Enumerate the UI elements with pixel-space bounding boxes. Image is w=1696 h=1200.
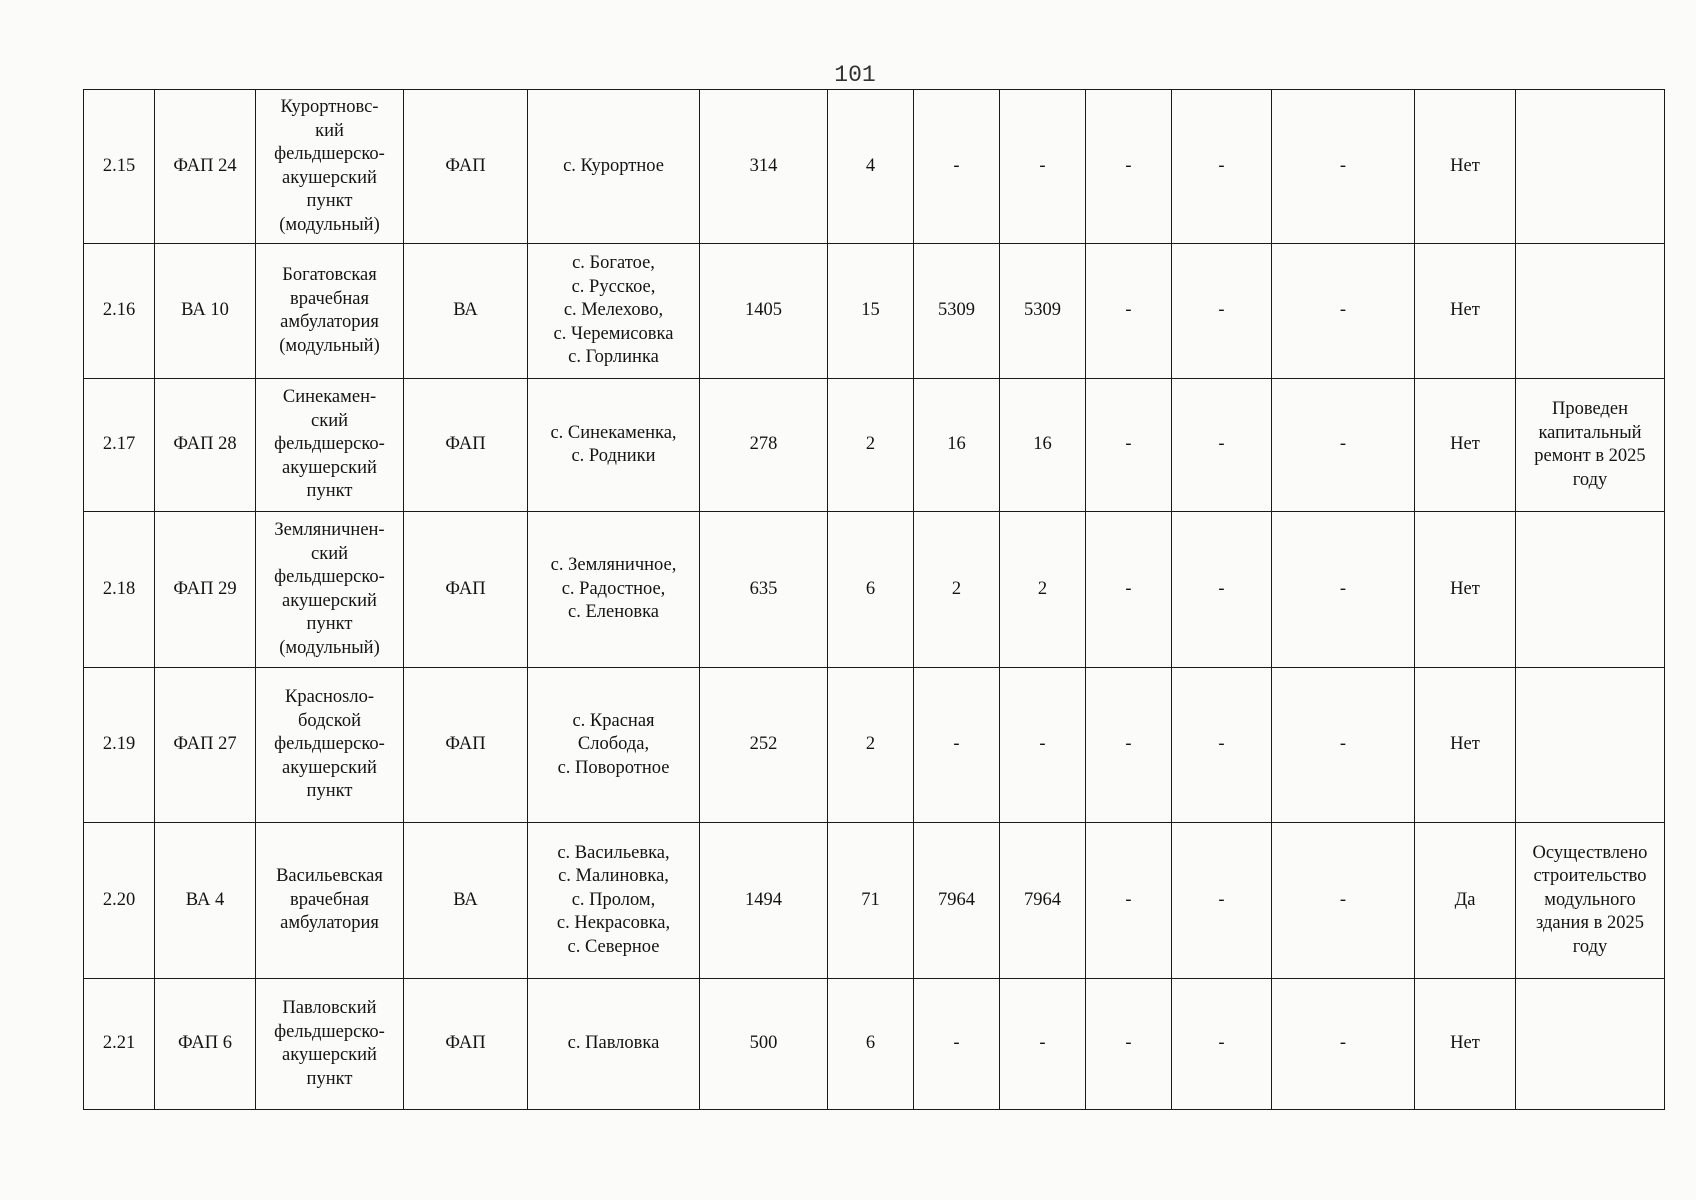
settlements-cell: с. Павловка (528, 979, 700, 1110)
value-cell-12: - (1272, 823, 1415, 979)
settlements-cell: с. Синекаменка, с. Родники (528, 379, 700, 512)
value-cell-7: 4 (828, 90, 914, 244)
note-cell (1516, 512, 1665, 668)
facility-type-cell: ФАП (404, 90, 528, 244)
table-row (84, 668, 1665, 823)
value-cell-7: 15 (828, 244, 914, 379)
facility-name-cell: Курортновс- кий фельдшерско- акушерский пункт (модульный) (256, 90, 404, 244)
value-cell-8: 16 (914, 379, 1000, 512)
value-cell-8: 2 (914, 512, 1000, 668)
facility-code-cell: ФАП 28 (155, 379, 256, 512)
note-cell: Осуществлено строительство модульного здания в 2025 году (1516, 823, 1665, 979)
note-cell (1516, 668, 1665, 823)
value-cell-10: - (1086, 90, 1172, 244)
row-number-cell: 2.15 (84, 90, 155, 244)
facility-code-cell: ФАП 6 (155, 979, 256, 1110)
value-cell-11: - (1172, 512, 1272, 668)
value-cell-12: - (1272, 90, 1415, 244)
row-number-cell: 2.18 (84, 512, 155, 668)
value-cell-8: 5309 (914, 244, 1000, 379)
value-cell-11: - (1172, 979, 1272, 1110)
value-cell-6: 278 (700, 379, 828, 512)
facility-type-cell: ФАП (404, 979, 528, 1110)
row-number-cell: 2.19 (84, 668, 155, 823)
value-cell-6: 314 (700, 90, 828, 244)
facilities-table (83, 89, 1665, 1110)
page-number: 101 (834, 62, 876, 88)
facility-code-cell: ФАП 27 (155, 668, 256, 823)
value-cell-12: - (1272, 979, 1415, 1110)
value-cell-6: 1405 (700, 244, 828, 379)
table-row (84, 512, 1665, 668)
note-cell (1516, 90, 1665, 244)
settlements-cell: с. Красная Слобода, с. Поворотное (528, 668, 700, 823)
value-cell-10: - (1086, 244, 1172, 379)
status-cell: Нет (1415, 668, 1516, 823)
value-cell-8: - (914, 668, 1000, 823)
value-cell-7: 6 (828, 979, 914, 1110)
value-cell-7: 6 (828, 512, 914, 668)
value-cell-10: - (1086, 512, 1172, 668)
value-cell-8: - (914, 90, 1000, 244)
facility-name-cell: Краснosло- бодской фельдшерско- акушерский пункт (256, 668, 404, 823)
facility-name-cell: Земляничнен- ский фельдшерско- акушерский пункт (модульный) (256, 512, 404, 668)
value-cell-7: 2 (828, 379, 914, 512)
value-cell-11: - (1172, 823, 1272, 979)
settlements-cell: с. Богатое, с. Русское, с. Мелехово, с. Черемисовка с. Горлинка (528, 244, 700, 379)
value-cell-12: - (1272, 512, 1415, 668)
note-cell (1516, 979, 1665, 1110)
value-cell-9: 7964 (1000, 823, 1086, 979)
status-cell: Нет (1415, 90, 1516, 244)
status-cell: Нет (1415, 379, 1516, 512)
status-cell: Нет (1415, 244, 1516, 379)
settlements-cell: с. Земляничное, с. Радостное, с. Еленовка (528, 512, 700, 668)
value-cell-12: - (1272, 379, 1415, 512)
value-cell-10: - (1086, 979, 1172, 1110)
value-cell-7: 71 (828, 823, 914, 979)
value-cell-12: - (1272, 244, 1415, 379)
row-number-cell: 2.20 (84, 823, 155, 979)
value-cell-12: - (1272, 668, 1415, 823)
value-cell-10: - (1086, 823, 1172, 979)
facility-type-cell: ФАП (404, 668, 528, 823)
settlements-cell: с. Курортное (528, 90, 700, 244)
table-row (84, 90, 1665, 244)
value-cell-9: - (1000, 90, 1086, 244)
facility-type-cell: ВА (404, 244, 528, 379)
row-number-cell: 2.16 (84, 244, 155, 379)
facility-code-cell: ФАП 29 (155, 512, 256, 668)
facility-type-cell: ФАП (404, 379, 528, 512)
facility-code-cell: ФАП 24 (155, 90, 256, 244)
note-cell: Проведен капитальный ремонт в 2025 году (1516, 379, 1665, 512)
value-cell-10: - (1086, 379, 1172, 512)
settlements-cell: с. Васильевка, с. Малиновка, с. Пролом, с. Некрасовка, с. Северное (528, 823, 700, 979)
value-cell-11: - (1172, 90, 1272, 244)
value-cell-7: 2 (828, 668, 914, 823)
facility-code-cell: ВА 10 (155, 244, 256, 379)
value-cell-9: 16 (1000, 379, 1086, 512)
value-cell-6: 500 (700, 979, 828, 1110)
table-row (84, 979, 1665, 1110)
value-cell-6: 1494 (700, 823, 828, 979)
status-cell: Да (1415, 823, 1516, 979)
facility-name-cell: Васильевская врачебная амбулатория (256, 823, 404, 979)
facility-name-cell: Павловский фельдшерско- акушерский пункт (256, 979, 404, 1110)
facility-name-cell: Богатовская врачебная амбулатория (модульный) (256, 244, 404, 379)
value-cell-11: - (1172, 244, 1272, 379)
value-cell-9: - (1000, 668, 1086, 823)
row-number-cell: 2.17 (84, 379, 155, 512)
value-cell-9: 5309 (1000, 244, 1086, 379)
note-cell (1516, 244, 1665, 379)
value-cell-9: 2 (1000, 512, 1086, 668)
value-cell-6: 252 (700, 668, 828, 823)
row-number-cell: 2.21 (84, 979, 155, 1110)
table-row (84, 823, 1665, 979)
value-cell-11: - (1172, 379, 1272, 512)
facility-code-cell: ВА 4 (155, 823, 256, 979)
table-row (84, 244, 1665, 379)
value-cell-8: 7964 (914, 823, 1000, 979)
facility-name-cell: Синекамен- ский фельдшерско- акушерский пункт (256, 379, 404, 512)
status-cell: Нет (1415, 512, 1516, 668)
value-cell-10: - (1086, 668, 1172, 823)
value-cell-9: - (1000, 979, 1086, 1110)
status-cell: Нет (1415, 979, 1516, 1110)
value-cell-6: 635 (700, 512, 828, 668)
facility-type-cell: ВА (404, 823, 528, 979)
table-row (84, 379, 1665, 512)
value-cell-8: - (914, 979, 1000, 1110)
facility-type-cell: ФАП (404, 512, 528, 668)
value-cell-11: - (1172, 668, 1272, 823)
